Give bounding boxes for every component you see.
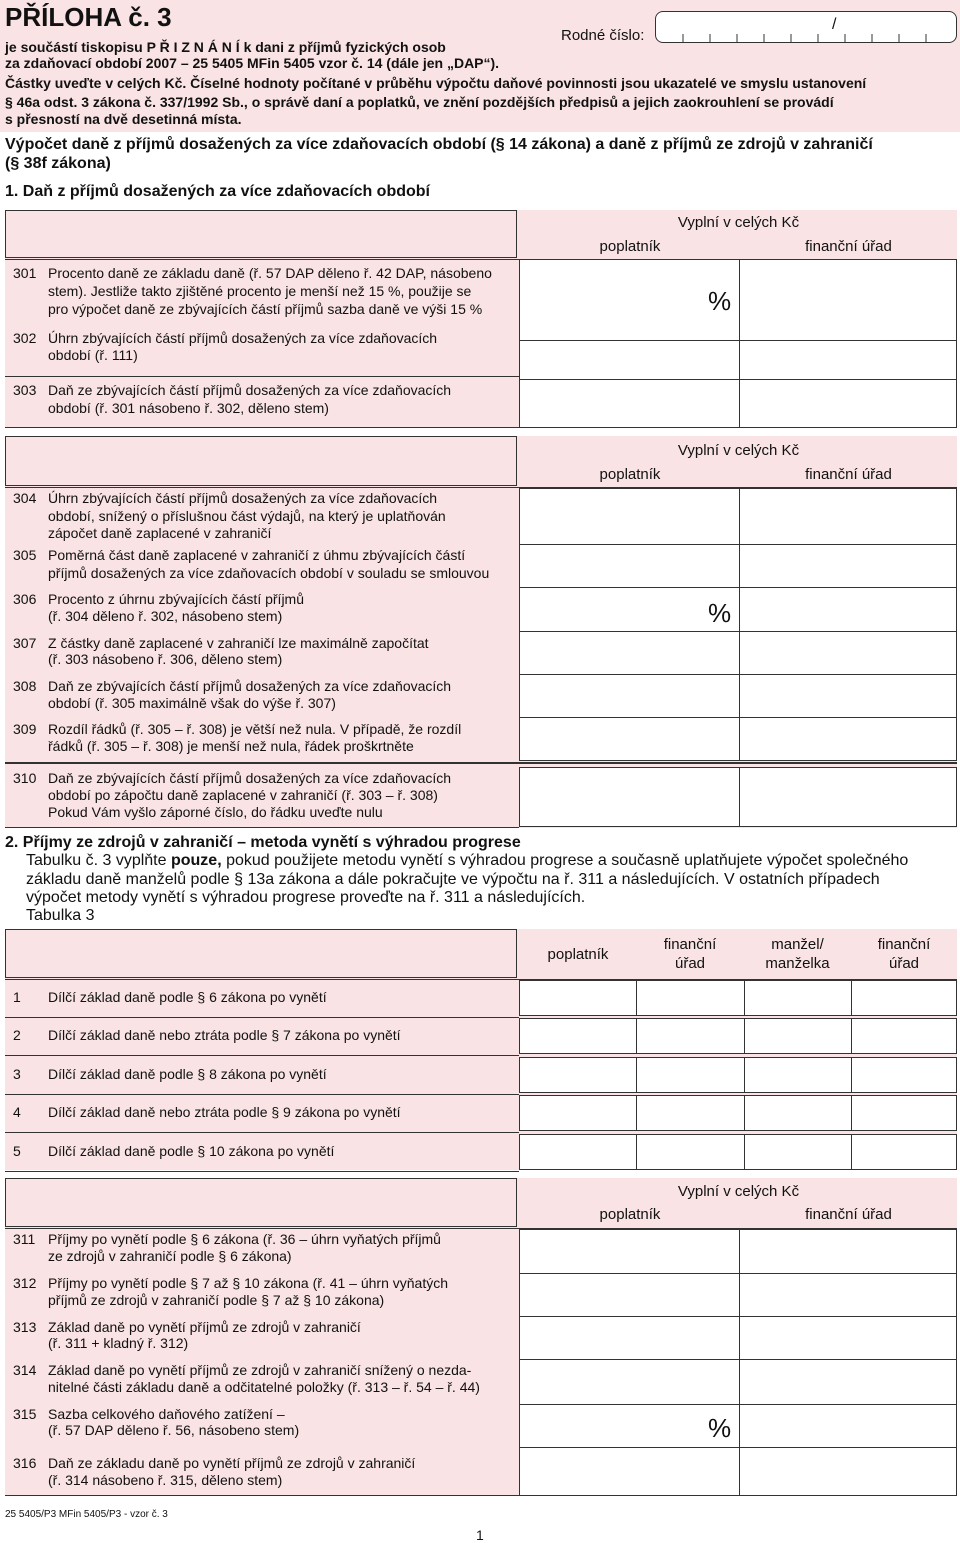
table3-taxpayer-label: poplatník [547,946,609,963]
row-305-taxpayer-cell[interactable] [519,544,740,588]
row-303-number: 303 [13,382,37,398]
table3-row5-spouse-cell[interactable] [744,1134,852,1170]
table3-row5-spouse-office-cell[interactable] [851,1134,957,1170]
row-310-taxpayer-cell[interactable] [519,767,740,827]
row-divider [5,1132,519,1133]
birth-number-field[interactable] [655,11,957,43]
table3-office2-label-line2: úřad [888,955,920,972]
table3-row2-taxpayer-cell[interactable] [519,1018,637,1054]
row-312-number: 312 [13,1275,37,1291]
row-315-taxpayer-cell[interactable] [519,1404,740,1448]
table-3-header-box [5,929,517,978]
row-304-label-line1: Úhrn zbývajících částí příjmů dosažených za více zdaňovacích [48,490,438,506]
row-313-taxpayer-cell[interactable] [519,1316,740,1360]
row-308-label-line2: období (ř. 305 maximálně však do výše ř. 307) [48,695,336,711]
row-311-label-line1: Příjmy po vynětí podle § 6 zákona (ř. 36 – úhrn vyňatých příjmů [48,1231,441,1247]
section2-paragraph-line1-c: pokud použijete metodu vynětí s výhradou progrese a současně uplatňujete výpočet společného [221,852,909,869]
row-314-label-line2: nitelné části základu daně a odčitatelné položky (ř. 313 – ř. 54 – ř. 44) [48,1379,480,1395]
row-303-taxpayer-cell[interactable] [519,379,740,428]
row-315-office-cell[interactable] [739,1404,957,1448]
row-313-label-line1: Základ daně po vynětí příjmů ze zdrojů v zahraničí [48,1319,361,1335]
row-divider [5,1017,519,1018]
tax-office-col-label: finanční úřad [805,466,892,483]
row-304-office-cell[interactable] [739,488,957,545]
row-301-number: 301 [13,265,37,281]
row-302-taxpayer-cell[interactable] [519,340,740,380]
table3-office2-label-line1: finanční [877,936,931,953]
section2-paragraph-line2: základu daně manželů podle § 13a zákona a dále pokračujte ve výpočtu na ř. 311 a následujících. V ostatních případech [26,871,880,888]
row-307-number: 307 [13,635,37,651]
row-divider [5,1055,519,1056]
row-309-number: 309 [13,721,37,737]
row-301-label-line3: pro výpočet daně ze zbývajících částí příjmů sazba daně ve výši 15 % [48,301,483,317]
row-304-number: 304 [13,490,37,506]
taxpayer-col-label: poplatník [599,466,661,483]
taxpayer-col-label: poplatník [599,1206,661,1223]
row-316-label-line2: (ř. 314 násobeno ř. 315, děleno stem) [48,1472,283,1488]
row-315-number: 315 [13,1406,37,1422]
row-303-label-line2: období (ř. 301 násobeno ř. 302, děleno stem) [48,400,329,416]
row-divider [5,1094,519,1095]
row-307-label-line2: (ř. 303 násobeno ř. 306, děleno stem) [48,651,283,667]
row-divider [5,827,519,828]
table3-row2-number: 2 [13,1027,21,1043]
row-310-number: 310 [13,770,37,786]
row-310-thick-divider [5,762,957,764]
row-309-label-line1: Rozdíl řádků (ř. 305 – ř. 308) je větší než nula. V případě, že rozdíl [48,721,462,737]
table-311-316-header-box [5,1178,517,1227]
table3-row2-spouse-office-cell[interactable] [851,1018,957,1054]
row-310-office-cell[interactable] [739,767,957,827]
row-302-office-cell[interactable] [739,340,957,380]
table3-row4-number: 4 [13,1104,21,1120]
row-304-label-line2: období, snížený o příslušnou část výdajů, na který je uplatňován [48,508,446,524]
table3-row2-label: Dílčí základ daně nebo ztráta podle § 7 zákona po vynětí [48,1027,401,1043]
row-311-taxpayer-cell[interactable] [519,1229,740,1274]
birth-number-separator: / [832,16,837,33]
subtitle-line2: za zdaňovací období 2007 – 25 5405 MFin 5405 vzor č. 14 (dále jen „DAP“). [5,55,500,71]
table3-office1-label-line1: finanční [663,936,717,953]
main-heading-line1: Výpočet daně z příjmů dosažených za více zdaňovacích období (§ 14 zákona) a daně z příjmů ze zdrojů v zahraničí [5,136,873,153]
section2-paragraph-line1 [26,852,908,870]
row-308-label-line1: Daň ze zbývajících částí příjmů dosažených za více zdaňovacích [48,678,452,694]
taxpayer-col-label: poplatník [599,238,661,255]
tax-office-col-label: finanční úřad [805,1206,892,1223]
row-308-number: 308 [13,678,37,694]
row-309-office-cell[interactable] [739,717,957,761]
table3-row3-spouse-cell[interactable] [744,1057,852,1093]
row-310-label-line3: Pokud Vám vyšlo záporné číslo, do řádku uveďte nulu [48,804,383,820]
fill-in-label: Vyplní v celých Kč [677,1183,800,1200]
row-313-label-line2: (ř. 311 + kladný ř. 312) [48,1335,189,1351]
tax-office-col-label: finanční úřad [805,238,892,255]
row-314-label-line1: Základ daně po vynětí příjmů ze zdrojů v zahraničí snížený o nezda- [48,1362,472,1378]
section2-paragraph-line1-a: Tabulku č. 3 vyplňte [26,852,171,869]
row-315-label-line1: Sazba celkového daňového zatížení – [48,1406,285,1422]
row-308-office-cell[interactable] [739,674,957,718]
table3-row5-taxpayer-cell[interactable] [519,1134,637,1170]
row-305-number: 305 [13,547,37,563]
table3-row1-taxpayer-cell[interactable] [519,980,637,1016]
row-305-label-line2: příjmů dosažených za více zdaňovacích období v souladu se smlouvou [48,565,490,581]
table3-row1-spouse-cell[interactable] [744,980,852,1016]
table3-row5-label: Dílčí základ daně podle § 10 zákona po vynětí [48,1143,335,1159]
section2-paragraph-line1-bold: pouze, [170,852,222,869]
section2-paragraph-line3: výpočet metody vynětí s výhradou progrese proveďte na ř. 311 a následujících. [26,889,586,906]
table3-spouse-label-line2: manželka [765,955,830,972]
instructions-line3: s přesností na dvě desetinná místa. [5,111,242,127]
row-311-office-cell[interactable] [739,1229,957,1274]
row-306-label-line1: Procento z úhrnu zbývajících částí příjmů [48,591,304,607]
row-312-office-cell[interactable] [739,1273,957,1317]
table3-row4-spouse-office-cell[interactable] [851,1095,957,1131]
row-311-number: 311 [13,1231,36,1247]
section1-title: 1. Daň z příjmů dosažených za více zdaňovacích období [5,183,430,200]
table3-row4-spouse-cell[interactable] [744,1095,852,1131]
table-304-310-header-box [5,436,517,486]
row-312-taxpayer-cell[interactable] [519,1273,740,1317]
row-315-label-line2: (ř. 57 DAP děleno ř. 56, násobeno stem) [48,1422,300,1438]
table-301-303-header-box [5,210,517,258]
row-313-number: 313 [13,1319,37,1335]
row-303-office-cell[interactable] [739,379,957,428]
row-312-label-line1: Příjmy po vynětí podle § 7 až § 10 zákona (ř. 41 – úhrn vyňatých [48,1275,448,1291]
instructions-line2: § 46a odst. 3 zákona č. 337/1992 Sb., o správě daní a poplatků, ve znění pozdějších předpisů a jejich zaokrouhlení se provádí [5,94,834,110]
row-307-office-cell[interactable] [739,631,957,675]
row-306-label-line2: (ř. 304 děleno ř. 302, násobeno stem) [48,608,283,624]
table3-row5-number: 5 [13,1143,21,1159]
row-314-office-cell[interactable] [739,1359,957,1405]
row-309-taxpayer-cell[interactable] [519,717,740,761]
row-divider [5,427,519,428]
section2-title: 2. Příjmy ze zdrojů v zahraničí – metoda vynětí s výhradou progrese [5,834,521,851]
row-divider [5,1495,519,1496]
row-301-taxpayer-cell[interactable] [519,259,740,341]
row-305-office-cell[interactable] [739,544,957,588]
row-303-label-line1: Daň ze zbývajících částí příjmů dosažených za více zdaňovacích [48,382,452,398]
row-311-label-line2: ze zdrojů v zahraničí podle § 6 zákona) [48,1248,292,1264]
table3-row4-label: Dílčí základ daně nebo ztráta podle § 9 zákona po vynětí [48,1104,401,1120]
row-305-label-line1: Poměrná část daně zaplacené v zahraničí z úhmu zbývajících částí [48,547,466,563]
page-number: 1 [476,1527,484,1543]
table3-row3-label: Dílčí základ daně podle § 8 zákona po vynětí [48,1066,327,1082]
row-302-number: 302 [13,330,37,346]
birth-number-ticks [656,12,956,42]
row-307-taxpayer-cell[interactable] [519,631,740,675]
footer-form-code: 25 5405/P3 MFin 5405/P3 - vzor č. 3 [5,1509,168,1520]
subtitle-line1: je součástí tiskopisu P Ř I Z N Á N Í k dani z příjmů fyzických osob [5,39,446,55]
row-316-taxpayer-cell[interactable] [519,1447,740,1496]
table3-row2-spouse-cell[interactable] [744,1018,852,1054]
row-315-percent-sign: % [708,1413,732,1443]
row-310-label-line1: Daň ze zbývajících částí příjmů dosažených za více zdaňovacích [48,770,452,786]
table3-row4-taxpayer-cell[interactable] [519,1095,637,1131]
row-divider [5,1171,519,1172]
row-306-office-cell[interactable] [739,587,957,632]
table-3 [5,929,957,1170]
table3-spouse-label-line1: manžel/ [771,936,824,953]
row-301-label-line1: Procento daně ze základu daně (ř. 57 DAP děleno ř. 42 DAP, násobeno [48,265,492,281]
fill-in-label: Vyplní v celých Kč [677,214,800,231]
table3-row3-number: 3 [13,1066,21,1082]
table3-label: Tabulka 3 [26,907,95,924]
row-314-number: 314 [13,1362,37,1378]
table3-row3-taxpayer-cell[interactable] [519,1057,637,1093]
row-316-office-cell[interactable] [739,1447,957,1496]
page-title: PŘÍLOHA č. 3 [5,2,172,32]
row-310-label-line2: období po zápočtu daně zaplacené v zahraničí (ř. 303 – ř. 308) [48,787,438,803]
row-307-label-line1: Z částky daně zaplacené v zahraničí lze maximálně započítat [48,635,429,651]
main-heading-line2: (§ 38f zákona) [5,155,111,172]
row-309-label-line2: řádků (ř. 305 – ř. 308) je menší než nula, řádek proškrtněte [48,738,414,754]
row-313-office-cell[interactable] [739,1316,957,1360]
row-316-label-line1: Daň ze základu daně po vynětí příjmů ze zdrojů v zahraničí [48,1455,416,1471]
row-316-number: 316 [13,1455,37,1471]
table3-row1-spouse-office-cell[interactable] [851,980,957,1016]
row-302-label-line2: období (ř. 111) [48,347,138,363]
table3-row3-spouse-office-cell[interactable] [851,1057,957,1093]
row-306-percent-sign: % [708,598,732,628]
row-304-taxpayer-cell[interactable] [519,488,740,545]
table3-row1-label: Dílčí základ daně podle § 6 zákona po vynětí [48,989,327,1005]
row-304-label-line3: zápočet daně zaplacené v zahraničí [48,525,272,541]
table3-office1-label-line2: úřad [674,955,706,972]
instructions-line1: Částky uveďte v celých Kč. Číselné hodnoty počítané v průběhu výpočtu daňové povinnosti jsou ukazatelé ve smyslu ustanovení [5,75,867,91]
table3-row4-office-cell[interactable] [636,1095,745,1131]
table3-row5-office-cell[interactable] [636,1134,745,1170]
fill-in-label: Vyplní v celých Kč [677,442,800,459]
row-306-number: 306 [13,591,37,607]
row-312-label-line2: příjmů ze zdrojů v zahraničí podle § 7 až § 10 zákona) [48,1292,385,1308]
row-301-label-line2: stem). Jestliže takto zjištěné procento je menší než 15 %, použije se [48,283,472,299]
row-306-taxpayer-cell[interactable] [519,587,740,632]
table3-row2-office-cell[interactable] [636,1018,745,1054]
row-301-office-cell[interactable] [739,259,957,341]
table3-row1-number: 1 [13,989,21,1005]
row-301-percent-sign: % [708,286,732,316]
row-302-label-line1: Úhrn zbývajících částí příjmů dosažených za více zdaňovacích [48,330,438,346]
row-308-taxpayer-cell[interactable] [519,674,740,718]
row-divider [5,376,519,377]
table3-row1-office-cell[interactable] [636,980,745,1016]
birth-number-label: Rodné číslo: [561,27,645,44]
row-314-taxpayer-cell[interactable] [519,1359,740,1405]
table3-row3-office-cell[interactable] [636,1057,745,1093]
